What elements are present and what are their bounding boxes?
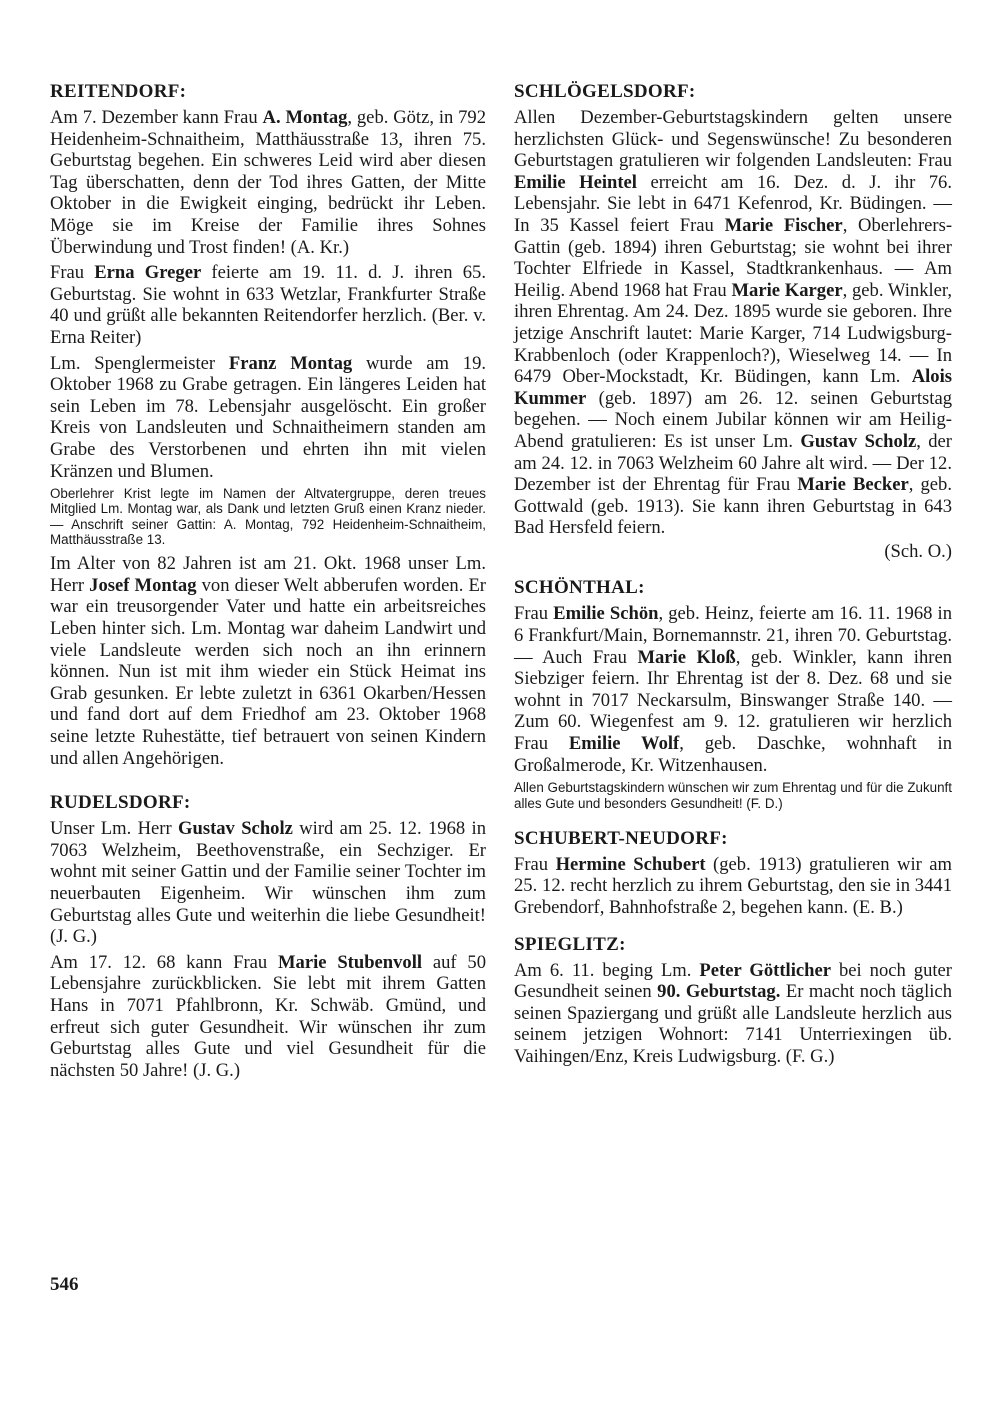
- bold-name: Marie Becker: [797, 474, 909, 496]
- bold-name: Emilie Heintel: [514, 171, 637, 193]
- bold-name: A. Montag: [262, 107, 348, 128]
- section-heading-schloegelsdorf: SCHLÖGELSDORF:: [514, 81, 696, 102]
- section-heading-reitendorf: REITENDORF:: [50, 81, 187, 102]
- bold-name: Marie Stubenvoll: [278, 951, 423, 973]
- section-heading-rudelsdorf: RUDELSDORF:: [50, 792, 191, 814]
- bold-name: Erna Greger: [94, 262, 202, 284]
- article-paragraph: Am 6. 11. beging Lm. Peter Göttlicher bei noch guter Gesundheit seinen 90. Geburtstag. Er macht noch täglich seinen Spaziergang und grüßt alle Landsleute herzlich aus seinem jetzigen Wohnort: 7141 Unterriexingen üb. Vaihingen/Enz, Kreis Ludwigsburg. (F. G.): [514, 959, 952, 1067]
- article-paragraph: Frau Hermine Schubert (geb. 1913) gratulieren wir am 25. 12. recht herzlich zu ihrem Geburtstag, den sie in 3441 Grebendorf, Bahnhofstraße 2, begehen kann. (E. B.): [514, 853, 952, 918]
- bold-name: Marie Kloß: [637, 646, 736, 668]
- section-heading-schubert-neudorf: SCHUBERT-NEUDORF:: [514, 827, 728, 849]
- bold-name: Josef Montag: [89, 574, 197, 596]
- section-reitendorf: [50, 80, 486, 769]
- article-paragraph: Am 7. Dezember kann Frau A. Montag, geb. Götz, in 792 Heidenheim-Schnaitheim, Matthäusstraße 13, ihren 75. Geburtstag begehen. Ein schweres Leid wird aber diesen Tag überschatten, denn der Tod ihres Gatten, der Mitte Oktober in die Ewigkeit einging, bedrückt ihr Leben. Möge sie im Kreise der Familie ihres Sohnes Überwindung und Trost finden! (A. Kr.): [50, 107, 486, 258]
- page-number: 546: [50, 1274, 79, 1295]
- article-paragraph: Frau Erna Greger feierte am 19. 11. d. J. ihren 65. Geburtstag. Sie wohnt in 633 Wetzlar, Frankfurter Straße 40 und grüßt alle bekannten Reitendorfer herzlich. (Ber. v. Erna Reiter): [50, 262, 486, 348]
- section-heading-spieglitz: SPIEGLITZ:: [514, 933, 626, 955]
- left-column: [50, 80, 486, 1085]
- article-paragraph: Allen Dezember-Geburtstagskindern gelten unsere herzlichsten Glück- und Segenswünsche! Zu besonderen Geburtstagen gratulieren wir folgenden Landsleuten: Frau Emilie Heintel erreicht am 16. Dez. d. J. ihr 76. Lebensjahr. Sie lebt in 6471 Kefenrod, Kr. Büdingen. — In 35 Kassel feiert Frau Marie Fischer, Oberlehrers-Gattin (geb. 1894) ihren Geburtstag; sie wohnt bei ihrer Tochter Elfriede in Kassel, Stadtkrankenhaus. — Am Heilig. Abend 1968 hat Frau Marie Karger, geb. Winkler, ihren Ehrentag. Am 24. Dez. 1895 wurde sie geboren. Ihre jetzige Anschrift lautet: Marie Karger, 714 Ludwigsburg-Krabbenloch (oder Krappenloch?), Wieselweg 14. — In 6479 Ober-Mockstadt, Kr. Büdingen, kann Lm. Alois Kummer (geb. 1897) am 26. 12. seinen Geburtstag begehen. — Noch einem Jubilar können wir am Heilig-Abend gratulieren: Es ist unser Lm. Gustav Scholz, der am 24. 12. in 7063 Welzheim 60 Jahre alt wird. — Der 12. Dezember ist der Ehrentag für Frau Marie Becker, geb. Gottwald (geb. 1913). Sie kann ihren Geburtstag in 643 Bad Hersfeld feiern.: [514, 107, 953, 539]
- bold-name: Hermine Schubert: [555, 853, 706, 875]
- bold-name: Peter Göttlicher: [699, 959, 831, 981]
- bold-name: Gustav Scholz: [800, 430, 917, 452]
- section-schoenthal: [514, 576, 952, 810]
- bold-name: Franz Montag: [228, 352, 353, 374]
- section-rudelsdorf: [50, 791, 486, 1081]
- article-paragraph: Am 17. 12. 68 kann Frau Marie Stubenvoll auf 50 Lebensjahre zurückblicken. Sie lebt mit ihrem Gatten Hans in 7071 Pfahlbronn, Kr. Schwäb. Gmünd, und erfreut sich guter Gesundheit. Wir wünschen ihr zum Geburtstag alles Gute und viel Gesundheit für die nächsten 50 Jahre! (J. G.): [50, 951, 486, 1081]
- right-column: [514, 80, 952, 1072]
- small-print-note: Allen Geburtstagskindern wünschen wir zum Ehrentag und für die Zukunft alles Gute und besonders Gesundheit! (F. D.): [514, 780, 952, 811]
- bold-name: Marie Fischer: [724, 214, 843, 236]
- section-heading-schoenthal: SCHÖNTHAL:: [514, 577, 645, 599]
- article-paragraph: Im Alter von 82 Jahren ist am 21. Okt. 1968 unser Lm. Herr Josef Montag von dieser Welt abberufen worden. Er war ein treusorgender Vater und hatte ein arbeitsreiches Leben hinter sich. Lm. Montag war daheim Landwirt und viele Landsleute werden sich noch an ihn erinnern können. Nun ist mit ihm wieder ein Stück Heimat ins Grab gesunken. Er lebte zuletzt in 6361 Okarben/Hessen und fand dort auf dem Friedhof am 23. Oktober 1968 seine letzte Ruhestätte, tief betrauert von seinen Kindern und allen Angehörigen.: [50, 553, 487, 769]
- section-schloegelsdorf: [514, 80, 952, 562]
- bold-name: Emilie Schön: [553, 603, 659, 625]
- bold-name: Alois Kummer: [514, 366, 952, 409]
- bold-name: Marie Karger: [731, 279, 843, 301]
- section-schubert-neudorf: [514, 827, 952, 919]
- article-signature: (Sch. O.): [884, 540, 952, 562]
- small-print-note: Oberlehrer Krist legte im Namen der Altvatergruppe, deren treues Mitglied Lm. Montag war, als Dank und letzten Gruß einen Kranz nieder. — Anschrift seiner Gattin: A. Montag, 792 Heidenheim-Schnaitheim, Matthäusstraße 13.: [50, 486, 486, 547]
- bold-name: Emilie Wolf: [568, 733, 680, 755]
- bold-name: 90. Geburtstag.: [657, 981, 781, 1003]
- bold-name: Gustav Scholz: [178, 818, 293, 840]
- article-paragraph: Lm. Spenglermeister Franz Montag wurde am 19. Oktober 1968 zu Grabe getragen. Ein längeres Leiden hat sein Leben im 78. Lebensjahr ausgelöscht. Ein großer Kreis von Landsleuten und Schnaitheimern standen am Grabe des Verstorbenen und ehrten ihn mit vielen Kränzen und Blumen.: [50, 352, 487, 482]
- section-spieglitz: [514, 933, 952, 1068]
- article-paragraph: Frau Emilie Schön, geb. Heinz, feierte am 16. 11. 1968 in 6 Frankfurt/Main, Bornemannstr. 21, ihren 70. Geburtstag. — Auch Frau Marie Kloß, geb. Winkler, kann ihren Siebziger feiern. Ihr Ehrentag ist der 8. Dez. 68 und sie wohnt in 7017 Neckarsulm, Binswanger Straße 140. — Zum 60. Wiegenfest am 9. 12. gratulieren wir herzlich Frau Emilie Wolf, geb. Daschke, wohnhaft in Großalmerode, Kr. Witzenhausen.: [514, 603, 953, 776]
- article-paragraph: Unser Lm. Herr Gustav Scholz wird am 25. 12. 1968 in 7063 Welzheim, Beethovenstraße, ein Sechziger. Er wohnt mit seiner Gattin und der Familie seiner Tochter im neuerbauten Eigenheim. Wir wünschen ihm zum Geburtstag alles Gute und weiterhin die liebe Gesundheit! (J. G.): [50, 818, 486, 948]
